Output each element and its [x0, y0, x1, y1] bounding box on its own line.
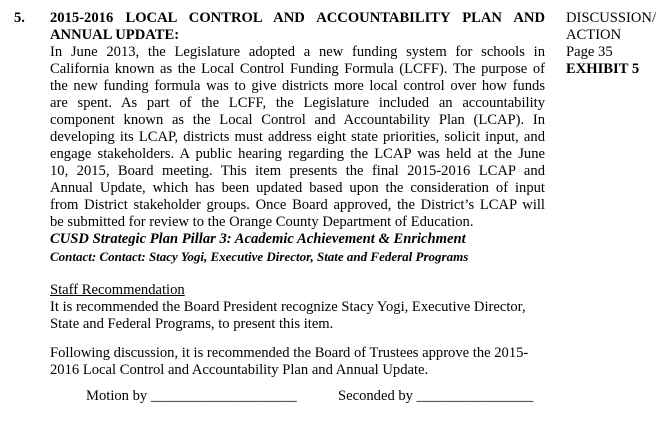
item-number: 5. — [14, 10, 25, 26]
body-line: developing its LCAP, districts must address eight state priorities, solicit input, and — [50, 129, 545, 145]
motion-label: Motion by — [86, 388, 148, 404]
item-type-line-1: DISCUSSION/ — [566, 10, 657, 26]
item-classification — [566, 10, 672, 78]
motion-blank: ____________________ — [150, 388, 297, 404]
body-line: engage stakeholders. A public hearing regarding the LCAP was held at the June — [50, 146, 545, 162]
recommendation-line: 2016 Local Control and Accountability Plan and Annual Update. — [50, 362, 429, 378]
strategic-pillar: CUSD Strategic Plan Pillar 3: Academic Achievement & Enrichment — [50, 231, 466, 247]
body-line: be submitted for review to the Orange County Department of Education. — [50, 214, 474, 230]
exhibit-label: EXHIBIT 5 — [566, 61, 640, 77]
staff-recommendation-heading: Staff Recommendation — [50, 282, 185, 298]
title-line-2: ANNUAL UPDATE: — [50, 27, 180, 43]
seconded-label: Seconded by — [338, 388, 413, 404]
title-line-1: 2015-2016 LOCAL CONTROL AND ACCOUNTABILITY PLAN AND — [50, 10, 545, 26]
item-description — [50, 44, 545, 231]
body-line: In June 2013, the Legislature adopted a new funding system for schools in — [50, 44, 545, 60]
motion-by-field — [86, 388, 297, 405]
body-line: are spent. As part of the LCFF, the Legislature included an accountability — [50, 95, 545, 111]
recommendation-line: It is recommended the Board President recognize Stacy Yogi, Executive Director, — [50, 299, 526, 315]
seconded-by-field — [338, 388, 533, 405]
body-line: 10, 2015, Board meeting. This item presents the final 2015-2016 LCAP and — [50, 163, 545, 179]
body-line: component known as the Local Control and Accountability Plan (LCAP). In — [50, 112, 545, 128]
body-line: the new funding formula was to give districts more local control over how funds — [50, 78, 545, 94]
recommendation-line: Following discussion, it is recommended the Board of Trustees approve the 2015- — [50, 345, 529, 361]
agenda-item — [50, 10, 545, 379]
body-line: Annual Update, which has been updated based upon the consideration of input — [50, 180, 545, 196]
body-line: from District stakeholder groups. Once Board approved, the District’s LCAP will — [50, 197, 545, 213]
item-title — [50, 10, 545, 44]
page-reference: Page 35 — [566, 44, 613, 60]
body-line: California known as the Local Control Funding Formula (LCFF). The purpose of — [50, 61, 545, 77]
item-type-line-2: ACTION — [566, 27, 622, 43]
recommendation-line: State and Federal Programs, to present this item. — [50, 316, 334, 332]
contact-line: Contact: Contact: Stacy Yogi, Executive Director, State and Federal Programs — [50, 249, 469, 264]
seconded-blank: ________________ — [416, 388, 534, 404]
